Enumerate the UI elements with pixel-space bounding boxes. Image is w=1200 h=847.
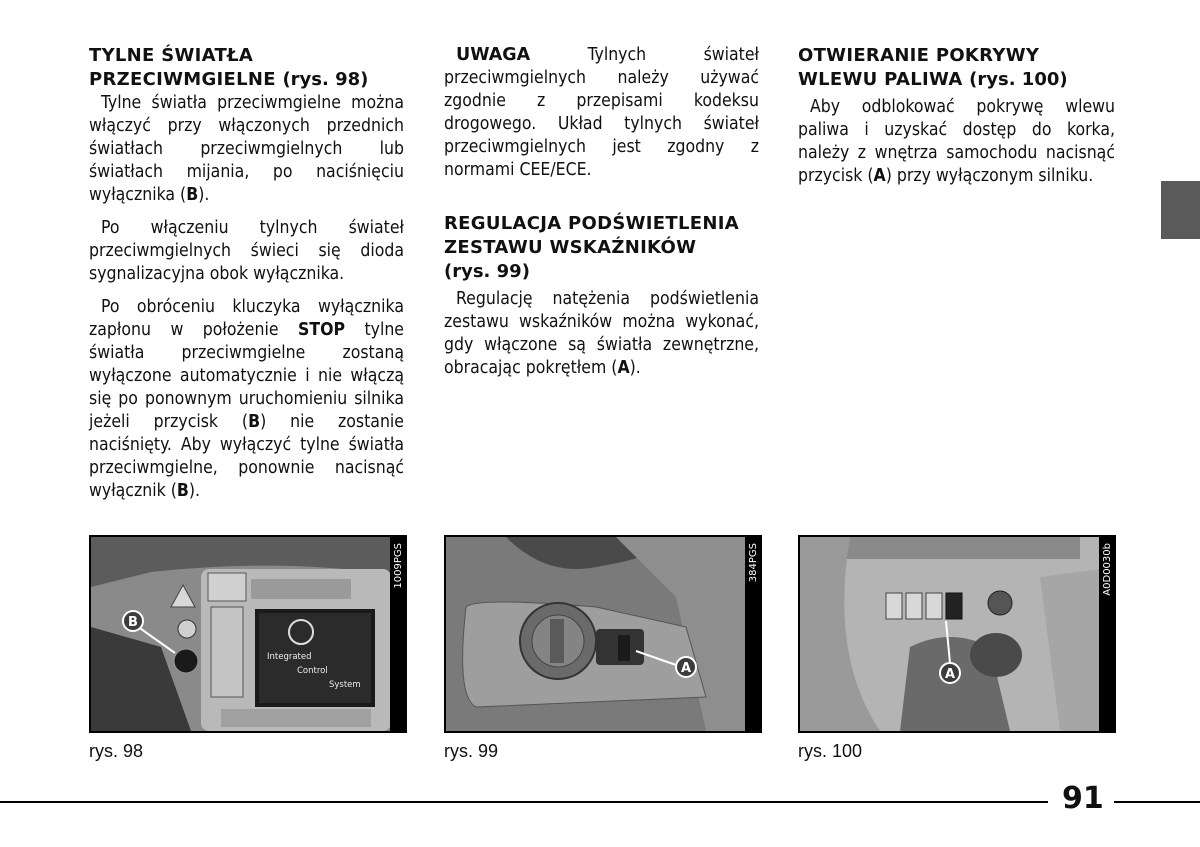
section-rear-fog-lights	[89, 44, 404, 503]
paragraph: Regulację natężenia podświetlenia zestawu wskaźników można wykonać, gdy włączone są światła zewnętrzne, obracając pokrętłem (A).	[444, 289, 759, 378]
heading-figure-ref: (rys. 100)	[969, 69, 1068, 90]
heading-fuel-flap: OTWIERANIE POKRYWY WLEWU PALIWA (rys. 100)	[798, 45, 1068, 90]
footer-rule-left	[0, 801, 1048, 803]
callout-b: B	[128, 615, 138, 630]
section-instrument-lighting	[444, 44, 759, 380]
figure-99	[444, 535, 762, 733]
figure-100	[798, 535, 1116, 733]
screen-text-2: Control	[297, 666, 328, 676]
warning-note: UWAGA Tylnych świateł przeciwmgielnych należy używać zgodnie z przepisami kodeksu drogowego. Układ tylnych świateł przeciwmgielnych jest zgodny z normami CEE/ECE.	[444, 45, 759, 180]
figure-caption-99: rys. 99	[444, 741, 499, 761]
paragraph: Aby odblokować pokrywę wlewu paliwa i uzyskać dostęp do korka, należy z wnętrza samochodu nacisnąć przycisk (A) przy wyłączonym silniku.	[798, 97, 1115, 186]
paragraph: Po włączeniu tylnych świateł przeciwmgielnych świeci się dioda sygnalizacyjna obok wyłącznika.	[89, 218, 404, 284]
section-fuel-flap	[798, 44, 1115, 188]
figure-caption-98: rys. 98	[89, 741, 144, 761]
footer-rule-right	[1114, 801, 1200, 803]
screen-text-1: Integrated	[267, 652, 312, 662]
paragraph: Tylne światła przeciwmgielne można włączyć przy włączonych przednich światłach przeciwmgielnych lub światłach mijania, po naciśnięciu wyłącznika (B).	[89, 93, 404, 205]
page-number: 91	[1062, 781, 1104, 816]
figure-caption-100: rys. 100	[798, 741, 863, 761]
paragraph: Po obróceniu kluczyka wyłącznika zapłonu w położenie STOP tylne światła przeciwmgielne zostaną wyłączone automatycznie i nie włączą się po ponownym uruchomieniu silnika jeżeli przycisk (B) nie zostanie naciśnięty. Aby wyłączyć tylne światła przeciwmgielne, ponownie nacisnąć wyłącznik (B).	[89, 297, 404, 501]
figure-code: A0D0030b	[1099, 537, 1114, 731]
callout-a: A	[680, 661, 692, 676]
warning-label: UWAGA	[456, 45, 531, 65]
heading-instrument-lighting: REGULACJA PODŚWIETLENIA ZESTAWU WSKAŹNIKÓW (rys. 99)	[444, 213, 739, 282]
heading-rear-fog-lights: TYLNE ŚWIATŁA PRZECIWMGIELNE (rys. 98)	[89, 45, 369, 90]
heading-figure-ref: (rys. 98)	[282, 69, 369, 90]
callout-a: A	[944, 667, 956, 682]
heading-figure-ref: (rys. 99)	[444, 261, 530, 282]
screen-text-3: System	[329, 680, 361, 690]
figure-code: 1009PGS	[390, 537, 405, 731]
section-tab-marker	[1161, 181, 1200, 239]
figure-code: 384PGS	[745, 537, 760, 731]
figure-98	[89, 535, 407, 733]
